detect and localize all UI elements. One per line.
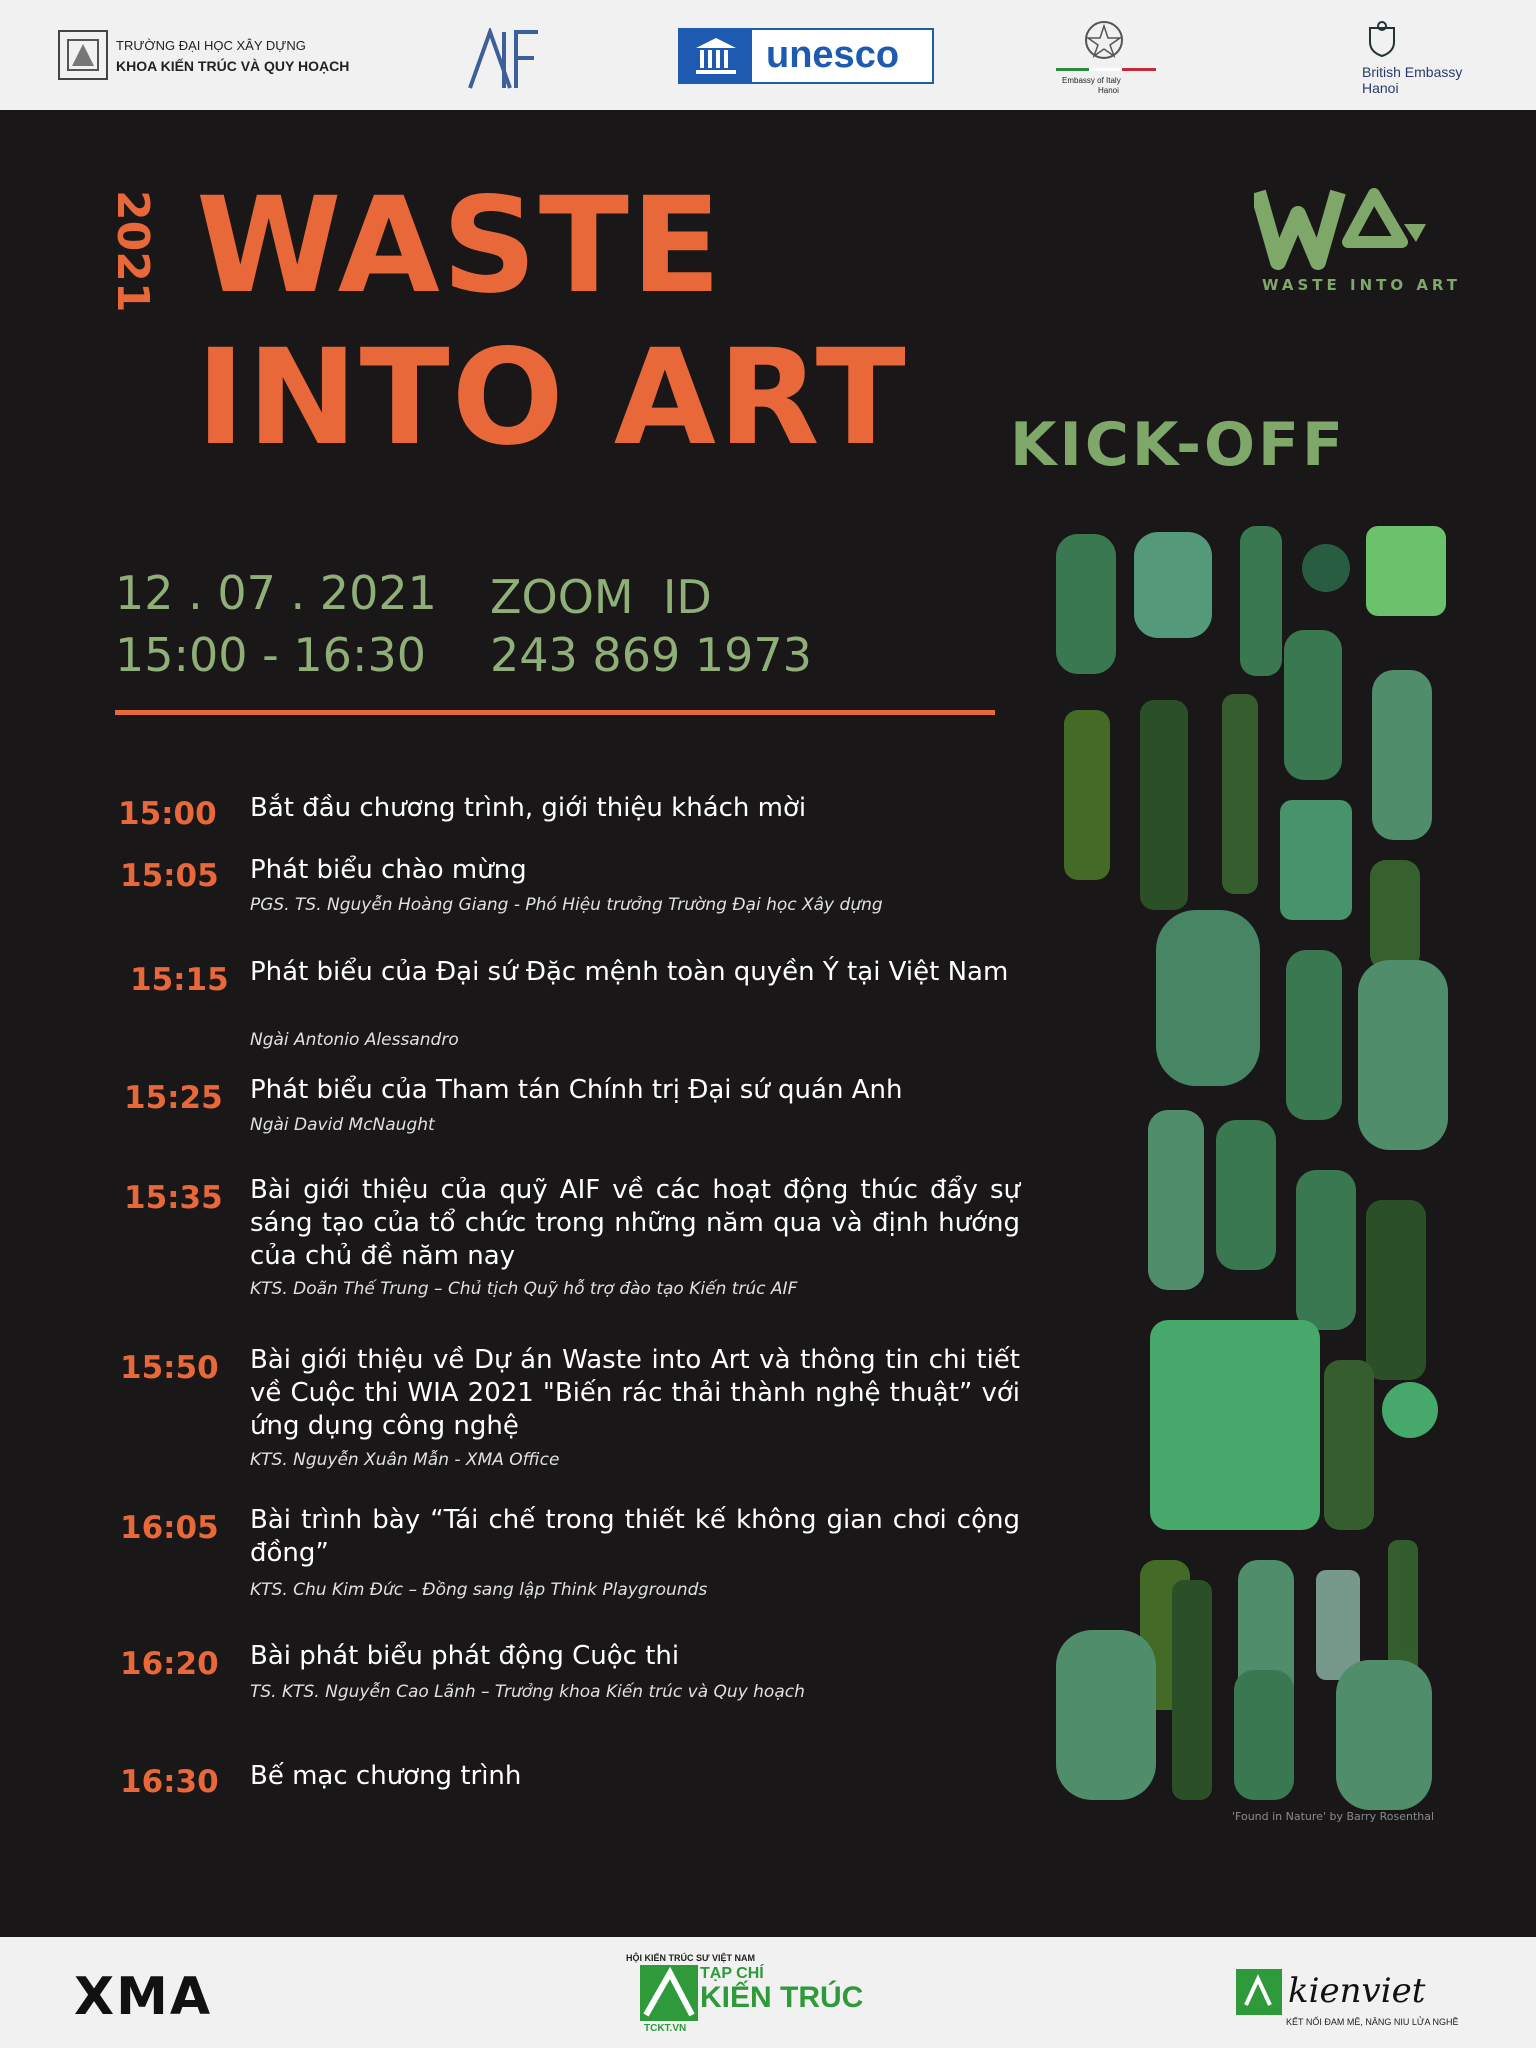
unesco-text: unesco bbox=[766, 34, 900, 76]
waste-into-art-logo-text: WASTE INTO ART bbox=[1262, 276, 1462, 294]
schedule-time: 16:20 bbox=[120, 1646, 219, 1682]
kienviet-logo-icon bbox=[1236, 1969, 1282, 2015]
italy-embassy-line1: Embassy of Italy bbox=[1062, 76, 1121, 85]
schedule-speaker: Ngài David McNaught bbox=[250, 1115, 435, 1135]
schedule-title: Bài giới thiệu về Dự án Waste into Art và thông tin chi tiết về Cuộc thi WIA 2021 "Biến rác thải thành nghệ thuật” với ứng dụng công nghệ bbox=[250, 1345, 1020, 1441]
zoom-label: ZOOM ID bbox=[490, 570, 712, 624]
schedule-title: Bắt đầu chương trình, giới thiệu khách mời bbox=[250, 793, 807, 823]
uk-embassy-line2: Hanoi bbox=[1362, 80, 1399, 96]
schedule-time: 16:30 bbox=[120, 1764, 219, 1800]
section-divider bbox=[115, 710, 995, 715]
italy-embassy-line2: Hanoi bbox=[1098, 86, 1119, 95]
tckt-logo-icon bbox=[640, 1965, 698, 2021]
schedule-time: 15:15 bbox=[130, 962, 229, 998]
schedule-speaker: KTS. Nguyễn Xuân Mẫn - XMA Office bbox=[250, 1450, 560, 1470]
footer-logo-bar bbox=[0, 1937, 1536, 2048]
uk-embassy-line1: British Embassy bbox=[1362, 64, 1463, 80]
schedule-time: 15:05 bbox=[120, 858, 219, 894]
nuce-emblem-icon bbox=[60, 32, 106, 78]
schedule-speaker: PGS. TS. Nguyễn Hoàng Giang - Phó Hiệu trưởng Trường Đại học Xây dựng bbox=[250, 895, 883, 915]
schedule-title: Bài phát biểu phát động Cuộc thi bbox=[250, 1641, 680, 1671]
schedule-title: Phát biểu của Đại sứ Đặc mệnh toàn quyền Ý tại Việt Nam bbox=[250, 957, 1009, 987]
waste-into-art-logo-icon bbox=[1254, 184, 1434, 272]
zoom-id: 243 869 1973 bbox=[490, 628, 812, 682]
italy-emblem-icon bbox=[1080, 16, 1128, 64]
schedule-title: Bế mạc chương trình bbox=[250, 1761, 522, 1791]
header-logo-bar bbox=[0, 0, 1536, 110]
aif-logo-icon bbox=[466, 28, 542, 90]
schedule-time: 15:50 bbox=[120, 1350, 219, 1386]
bottles-artwork-image bbox=[1040, 520, 1460, 1810]
university-logo bbox=[58, 30, 108, 80]
kienviet-wordmark: kienviet bbox=[1288, 1971, 1426, 2011]
kickoff-label: KICK-OFF bbox=[1010, 410, 1347, 480]
schedule-speaker: TS. KTS. Nguyễn Cao Lãnh – Trưởng khoa Kiến trúc và Quy hoạch bbox=[250, 1682, 805, 1702]
event-date: 12 . 07 . 2021 bbox=[115, 566, 437, 620]
schedule-time: 16:05 bbox=[120, 1510, 219, 1546]
event-time-range: 15:00 - 16:30 bbox=[115, 628, 426, 682]
aif-logo-text bbox=[470, 92, 472, 93]
university-name-line2: KHOA KIẾN TRÚC VÀ QUY HOẠCH bbox=[116, 58, 350, 74]
schedule-time: 15:35 bbox=[124, 1180, 223, 1216]
tckt-line1: TẠP CHÍ bbox=[700, 1965, 764, 1982]
italy-flag-line bbox=[1056, 68, 1156, 71]
schedule-title: Phát biểu của Tham tán Chính trị Đại sứ quán Anh bbox=[250, 1075, 903, 1105]
kienviet-tagline: KẾT NỐI ĐAM MÊ, NÂNG NIU LỬA NGHỀ bbox=[1286, 2017, 1459, 2027]
unesco-logo bbox=[678, 28, 934, 84]
schedule-time: 15:00 bbox=[118, 796, 217, 832]
schedule-speaker: Ngài Antonio Alessandro bbox=[250, 1030, 459, 1050]
tckt-line2: KIẾN TRÚC bbox=[700, 1981, 864, 2014]
title-line2: INTO ART bbox=[196, 321, 908, 475]
unesco-temple-icon bbox=[680, 30, 752, 82]
xma-logo: XMA bbox=[74, 1967, 213, 2027]
photo-credit: 'Found in Nature' by Barry Rosenthal bbox=[1232, 1810, 1435, 1823]
tckt-site: TCKT.VN bbox=[644, 2023, 687, 2034]
schedule-speaker: KTS. Chu Kim Đức – Đồng sang lập Think Playgrounds bbox=[250, 1580, 708, 1600]
title-line1: WASTE bbox=[196, 169, 724, 323]
schedule-title: Phát biểu chào mừng bbox=[250, 855, 527, 885]
schedule-time: 15:25 bbox=[124, 1080, 223, 1116]
schedule-speaker: KTS. Doãn Thế Trung – Chủ tịch Quỹ hỗ trợ đào tạo Kiến trúc AIF bbox=[250, 1279, 798, 1299]
university-name-line1: TRƯỜNG ĐẠI HỌC XÂY DỰNG bbox=[116, 38, 306, 53]
poster-year: 2021 bbox=[107, 190, 158, 313]
uk-royal-arms-icon bbox=[1362, 18, 1402, 58]
schedule-title: Bài giới thiệu của quỹ AIF về các hoạt động thúc đẩy sự sáng tạo của tổ chức trong những năm qua và định hướng của chủ đề năm nay bbox=[250, 1175, 1020, 1271]
tckt-org-line: HỘI KIẾN TRÚC SƯ VIỆT NAM bbox=[626, 1953, 755, 1963]
schedule-title: Bài trình bày “Tái chế trong thiết kế không gian chơi cộng đồng” bbox=[250, 1505, 1020, 1568]
